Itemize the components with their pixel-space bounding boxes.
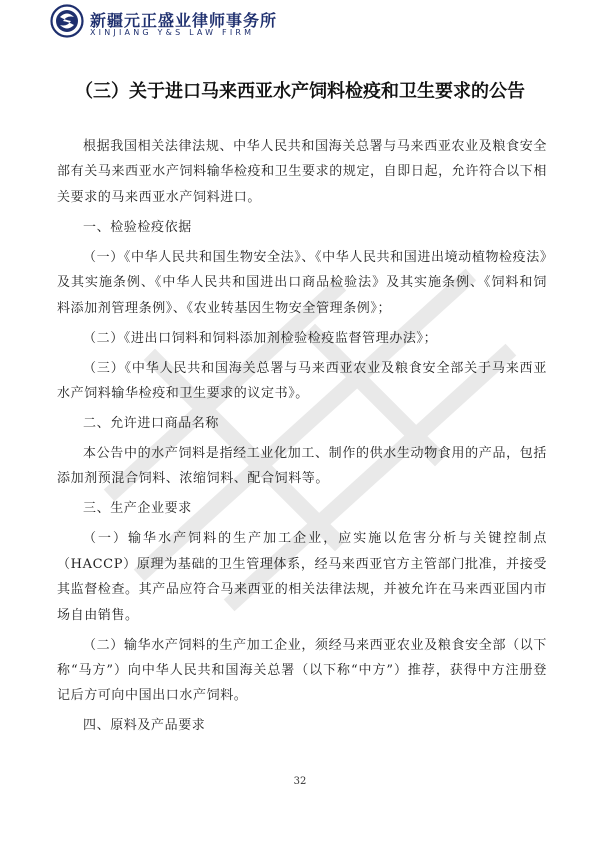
firm-logo-icon <box>50 4 84 38</box>
section-heading: 三、生产企业要求 <box>83 501 192 517</box>
body-paragraph: （一）输华水产饲料的生产加工企业，应实施以危害分析与关键控制点（HACCP）原理为基础的卫生管理体系，经马来西亚官方主管部门批准，并接受其监督检查。其产品应符合马来西亚的相关法律法规，并被允许在马来西亚国内市场自由销售。 <box>57 531 547 623</box>
firm-name-cn: 新疆元正盛业律师事务所 <box>90 11 278 30</box>
body-paragraph: （三）《中华人民共和国海关总署与马来西亚农业及粮食安全部关于马来西亚水产饲料输华检疫和卫生要求的议定书》。 <box>57 360 547 402</box>
section-heading: 二、允许进口商品名称 <box>83 416 220 432</box>
section-heading: 四、原料及产品要求 <box>83 718 206 734</box>
body-paragraph: （二）《进出口饲料和饲料添加剂检验检疫监督管理办法》； <box>83 330 438 346</box>
body-paragraph: （二）输华水产饲料的生产加工企业，须经马来西亚农业及粮食安全部（以下称“马方”）向中华人民共和国海关总署（以下称“中方”）推荐，获得中方注册登记后方可向中国出口水产饲料。 <box>57 637 547 704</box>
document-title: （三）关于进口马来西亚水产饲料检疫和卫生要求的公告 <box>75 81 525 102</box>
body-paragraph: （一）《中华人民共和国生物安全法》、《中华人民共和国进出境动植物检疫法》及其实施条例、《中华人民共和国进出口商品检验法》及其实施条例、《饲料和饲料添加剂管理条例》、《农业转基因生物安全管理条例》； <box>57 249 547 316</box>
intro-paragraph: 根据我国相关法律法规、中华人民共和国海关总署与马来西亚农业及粮食安全部有关马来西亚水产饲料输华检疫和卫生要求的规定，自即日起，允许符合以下相关要求的马来西亚水产饲料进口。 <box>57 139 547 205</box>
section-heading: 一、检验检疫依据 <box>83 219 192 235</box>
page-number: 32 <box>293 776 307 787</box>
document-body <box>57 134 547 743</box>
firm-name-en: XINJIANG Y&S LAW FIRM <box>90 28 255 37</box>
body-paragraph: 本公告中的水产饲料是指经工业化加工、制作的供水生动物食用的产品，包括添加剂预混合饲料、浓缩饲料、配合饲料等。 <box>57 446 547 487</box>
